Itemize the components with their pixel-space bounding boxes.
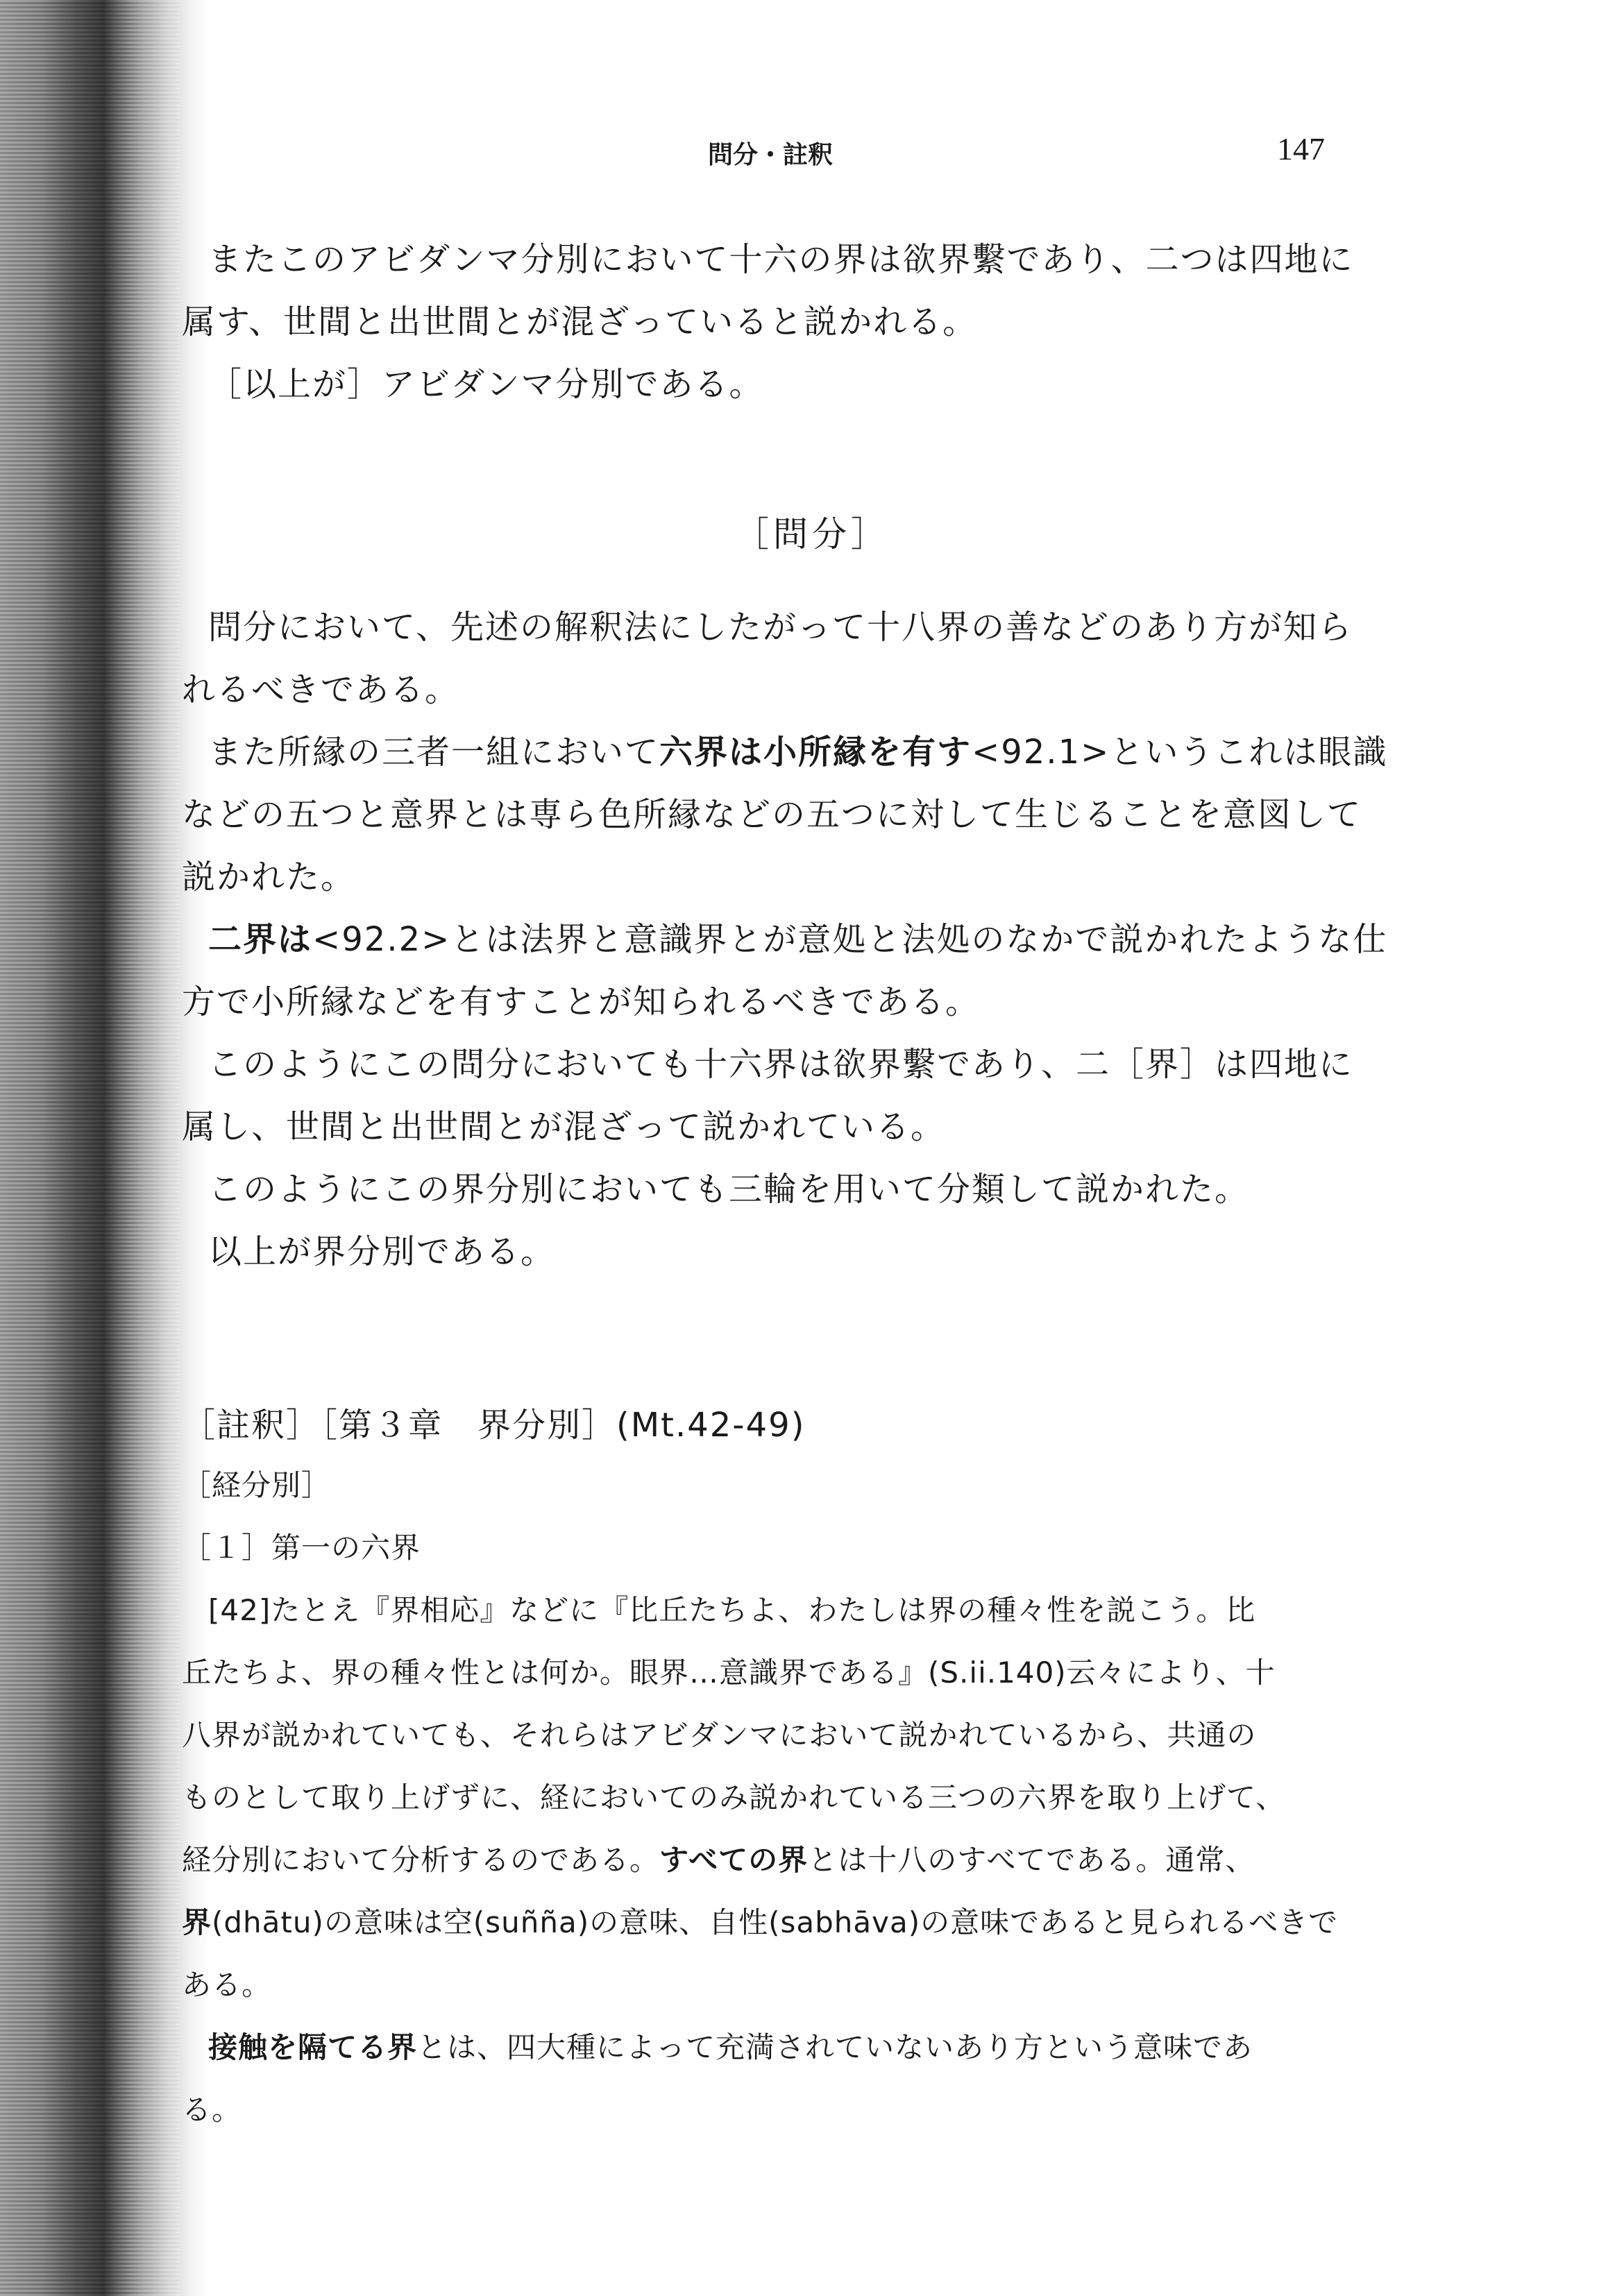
notes-subheading: ［１］第一の六界 <box>182 1531 421 1565</box>
paragraph-line <box>208 920 1388 959</box>
note-line: 丘たちよ、界の種々性とは何か。眼界…意識界である』(S.ii.140)云々により、十 <box>182 1656 1276 1690</box>
text-run: (dhātu)の意味は空(suñña)の意味、自性(sabhāva)の意味であると見られるべきで <box>212 1905 1339 1939</box>
note-line: る。 <box>182 2093 242 2127</box>
paragraph-line: 方で小所縁などを有すことが知られるべきである。 <box>182 983 981 1021</box>
notes-subheading: ［経分別］ <box>182 1468 332 1502</box>
note-line: ものとして取り上げずに、経においてのみ説かれている三つの六界を取り上げて、 <box>182 1780 1286 1814</box>
paragraph-line: ［以上が］アビダンマ分別である。 <box>208 365 764 404</box>
bold-term: 接触を隔てる界 <box>208 2030 418 2064</box>
running-title: 問分・註釈 <box>707 141 833 169</box>
paragraph-line: このようにこの界分別においても三輪を用いて分類して説かれた。 <box>208 1170 1250 1209</box>
paragraph-line: 属し、世間と出世間とが混ざって説かれている。 <box>182 1107 946 1146</box>
paragraph-line: 属す、世間と出世間とが混ざっていると説かれる。 <box>182 303 978 341</box>
text-run: <92.2>とは法界と意識界とが意処と法処のなかで説かれたような仕 <box>312 920 1388 959</box>
text-run: 経分別において分析するのである。 <box>182 1843 660 1877</box>
bold-term: 界 <box>182 1905 212 1939</box>
paragraph-line <box>208 733 1388 772</box>
notes-heading: ［註釈］［第３章 界分別］(Mt.42-49) <box>182 1406 806 1445</box>
bold-term: 二界は <box>208 920 313 959</box>
text-run: <92.1>というこれは眼識 <box>972 733 1388 772</box>
paragraph-line: れるべきである。 <box>182 670 460 709</box>
note-line: [42]たとえ『界相応』などに『比丘たちよ、わたしは界の種々性を説こう。比 <box>208 1593 1256 1627</box>
paragraph-line: などの五つと意界とは専ら色所縁などの五つに対して生じることを意図して <box>182 795 1362 834</box>
section-heading: ［問分］ <box>734 514 890 554</box>
paragraph-line: このようにこの問分においても十六界は欲界繫であり、二［界］は四地に <box>208 1045 1354 1084</box>
note-line <box>182 1905 1339 1939</box>
paragraph-line: 説かれた。 <box>182 858 356 896</box>
note-line <box>182 1843 1255 1877</box>
paragraph-line: 問分において、先述の解釈法にしたがって十八界の善などのあり方が知ら <box>208 608 1353 647</box>
bold-term: すべての界 <box>659 1843 809 1877</box>
text-run: また所縁の三者一組において <box>208 733 660 772</box>
text-run: とは、四大種によって充満されていないあり方という意味であ <box>417 2030 1253 2064</box>
bold-term: 六界は小所縁を有す <box>659 733 972 772</box>
paragraph-line: 以上が界分別である。 <box>208 1232 556 1271</box>
note-line <box>208 2030 1253 2064</box>
text-run: とは十八のすべてである。通常、 <box>808 1843 1255 1877</box>
page-number: 147 <box>1277 131 1325 167</box>
note-line: ある。 <box>182 1968 272 2002</box>
note-line: 八界が説かれていても、それらはアビダンマにおいて説かれているから、共通の <box>182 1718 1257 1752</box>
paragraph-line: またこのアビダンマ分別において十六の界は欲界繫であり、二つは四地に <box>208 240 1354 279</box>
